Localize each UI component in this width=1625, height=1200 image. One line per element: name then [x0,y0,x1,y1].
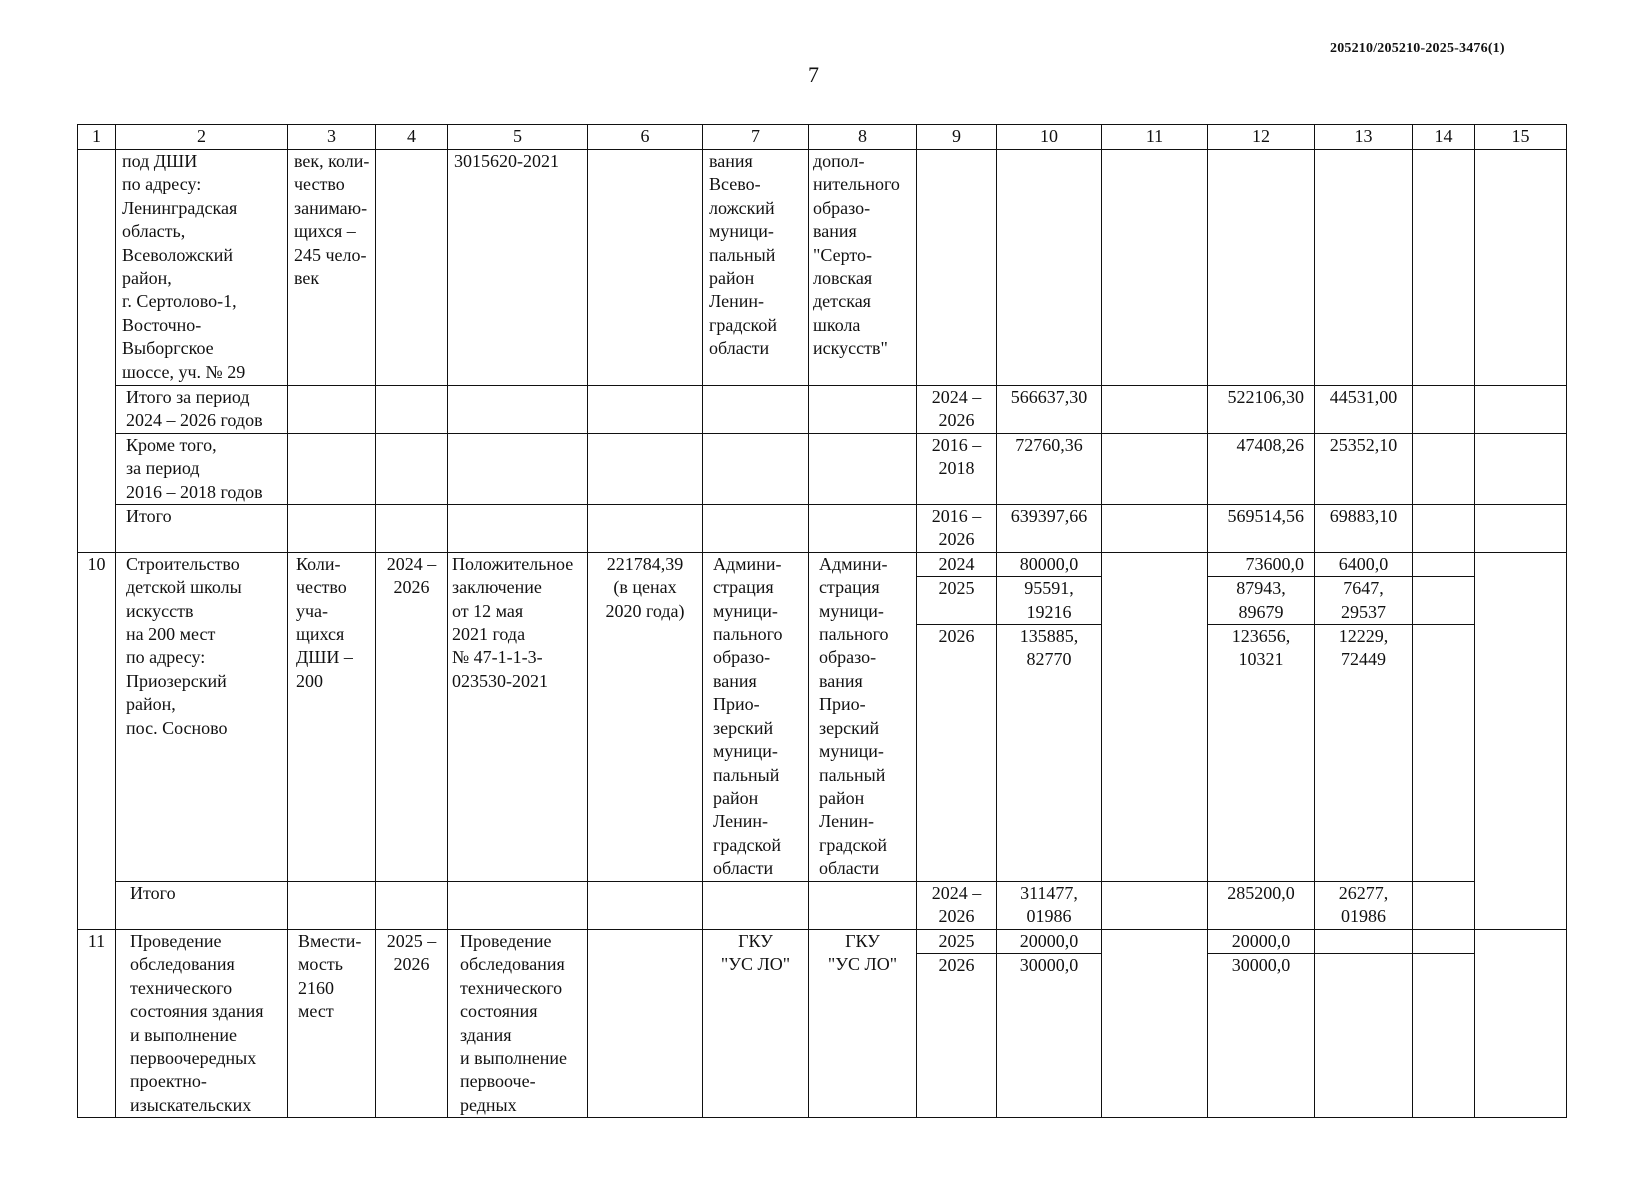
summary-total: 311477, 01986 [997,882,1102,930]
regional-cell [1208,150,1315,386]
extra-cell [1475,552,1567,929]
empty-cell [703,433,809,504]
summary-period: 2024 – 2026 [917,386,997,434]
summary-total: 566637,30 [997,386,1102,434]
summary-label: Итого за период 2024 – 2026 годов [116,386,288,434]
total-cell: 80000,0 [997,552,1102,576]
federal-cell [1102,929,1208,1117]
empty-cell [1102,505,1208,553]
summary-label: Итого [116,505,288,553]
expertise-cell: Проведение обследования технического состояния здания и выполнение первооче- редных [448,929,588,1117]
empty-cell [1413,882,1475,930]
summary-row [78,386,1567,434]
empty-cell [809,882,917,930]
empty-cell [448,505,588,553]
term-cell: 2024 – 2026 [376,552,448,881]
local-cell [1315,929,1413,953]
budget-table [77,124,1567,1118]
summary-row [78,882,1567,930]
empty-cell [1475,386,1567,434]
col-number: 9 [917,125,997,150]
other-cell [1413,150,1475,386]
other-cell [1413,577,1475,625]
year-cell: 2026 [917,954,997,1118]
other-cell [1413,625,1475,882]
regional-cell: 87943, 89679 [1208,577,1315,625]
term-cell [376,150,448,386]
expertise-cell: Положительное заключение от 12 мая 2021 года № 47-1-1-3- 023530-2021 [448,552,588,881]
empty-cell [809,505,917,553]
cost-cell: 221784,39 (в ценах 2020 года) [588,552,703,881]
empty-cell [448,433,588,504]
empty-cell [588,882,703,930]
empty-cell [1475,505,1567,553]
empty-cell [588,505,703,553]
summary-row [78,505,1567,553]
document-id: 205210/205210-2025-3476(1) [1330,41,1505,56]
empty-cell [809,386,917,434]
year-cell: 2026 [917,625,997,882]
extra-cell [1475,150,1567,386]
other-cell [1413,929,1475,953]
empty-cell [288,882,376,930]
cost-cell [588,150,703,386]
summary-local: 69883,10 [1315,505,1413,553]
empty-cell [448,882,588,930]
empty-cell [376,505,448,553]
summary-label: Кроме того, за период 2016 – 2018 годов [116,433,288,504]
empty-cell [703,386,809,434]
year-cell: 2025 [917,929,997,953]
summary-period: 2016 – 2026 [917,505,997,553]
regional-cell: 123656, 10321 [1208,625,1315,882]
extra-cell [1475,929,1567,1117]
summary-regional: 569514,56 [1208,505,1315,553]
other-cell [1413,954,1475,1118]
capacity-cell: Вмести- мость 2160 мест [288,929,376,1117]
year-cell: 2024 [917,552,997,576]
regional-cell: 30000,0 [1208,954,1315,1118]
local-cell [1315,954,1413,1118]
federal-cell [1102,150,1208,386]
object-cell: Строительство детской школы искусств на 200 мест по адресу: Приозерский район, пос. Сосново [116,552,288,881]
object-cell: Проведение обследования технического состояния здания и выполнение первоочередных проектно- изыскательских [116,929,288,1117]
total-cell: 135885, 82770 [997,625,1102,882]
summary-local: 26277, 01986 [1315,882,1413,930]
empty-cell [1413,433,1475,504]
empty-cell [1102,386,1208,434]
cost-cell [588,929,703,1117]
table-row [78,929,1567,953]
row-number-cell: 10 [78,552,116,929]
col-number: 14 [1413,125,1475,150]
other-cell [1413,552,1475,576]
page-number: 7 [808,62,819,87]
developer-cell: допол- нительного образо- вания "Серто- ловская детская школа искусств" [809,150,917,386]
col-number: 10 [997,125,1102,150]
total-cell [997,150,1102,386]
customer-cell: вания Всево- ложский муници- пальный район Ленин- градской области [703,150,809,386]
empty-cell [588,386,703,434]
summary-label: Итого [116,882,288,930]
summary-total: 639397,66 [997,505,1102,553]
empty-cell [809,433,917,504]
local-cell: 12229, 72449 [1315,625,1413,882]
customer-cell: ГКУ "УС ЛО" [703,929,809,1117]
summary-regional: 285200,0 [1208,882,1315,930]
column-number-row [78,125,1567,150]
col-number: 4 [376,125,448,150]
local-cell: 6400,0 [1315,552,1413,576]
local-cell: 7647, 29537 [1315,577,1413,625]
summary-period: 2024 – 2026 [917,882,997,930]
table-row [78,552,1567,576]
empty-cell [703,882,809,930]
col-number: 8 [809,125,917,150]
col-number: 7 [703,125,809,150]
row-number-cell [78,150,116,553]
summary-local: 25352,10 [1315,433,1413,504]
empty-cell [1413,505,1475,553]
col-number: 5 [448,125,588,150]
regional-cell: 73600,0 [1208,552,1315,576]
empty-cell [376,433,448,504]
empty-cell [588,433,703,504]
col-number: 15 [1475,125,1567,150]
term-cell: 2025 – 2026 [376,929,448,1117]
col-number: 2 [116,125,288,150]
table-row [78,150,1567,386]
empty-cell [376,882,448,930]
col-number: 11 [1102,125,1208,150]
empty-cell [448,386,588,434]
object-cell: под ДШИ по адресу: Ленинградская область, Всеволожский район, г. Сертолово-1, Восточно- Выборгское шоссе, уч. № 29 [116,150,288,386]
empty-cell [376,386,448,434]
empty-cell [288,505,376,553]
developer-cell: ГКУ "УС ЛО" [809,929,917,1117]
summary-regional: 47408,26 [1208,433,1315,504]
total-cell: 20000,0 [997,929,1102,953]
regional-cell: 20000,0 [1208,929,1315,953]
federal-cell [1102,552,1208,881]
local-cell [1315,150,1413,386]
customer-cell: Админи- страция муници- пального образо- вания Прио- зерский муници- пальный район Ленин- градской области [703,552,809,881]
col-number: 3 [288,125,376,150]
empty-cell [288,433,376,504]
empty-cell [703,505,809,553]
col-number: 6 [588,125,703,150]
empty-cell [1102,882,1208,930]
summary-regional: 522106,30 [1208,386,1315,434]
summary-row [78,433,1567,504]
capacity-cell: Коли- чество уча- щихся ДШИ – 200 [288,552,376,881]
summary-period: 2016 – 2018 [917,433,997,504]
year-cell: 2025 [917,577,997,625]
empty-cell [1413,386,1475,434]
summary-total: 72760,36 [997,433,1102,504]
col-number: 13 [1315,125,1413,150]
col-number: 12 [1208,125,1315,150]
total-cell: 30000,0 [997,954,1102,1118]
col-number: 1 [78,125,116,150]
empty-cell [1475,433,1567,504]
year-cell [917,150,997,386]
total-cell: 95591, 19216 [997,577,1102,625]
capacity-cell: век, коли- чество занимаю- щихся – 245 чело- век [288,150,376,386]
expertise-cell: 3015620-2021 [448,150,588,386]
empty-cell [1102,433,1208,504]
empty-cell [288,386,376,434]
row-number-cell: 11 [78,929,116,1117]
developer-cell: Админи- страция муници- пального образо- вания Прио- зерский муници- пальный район Ленин- градской области [809,552,917,881]
summary-local: 44531,00 [1315,386,1413,434]
